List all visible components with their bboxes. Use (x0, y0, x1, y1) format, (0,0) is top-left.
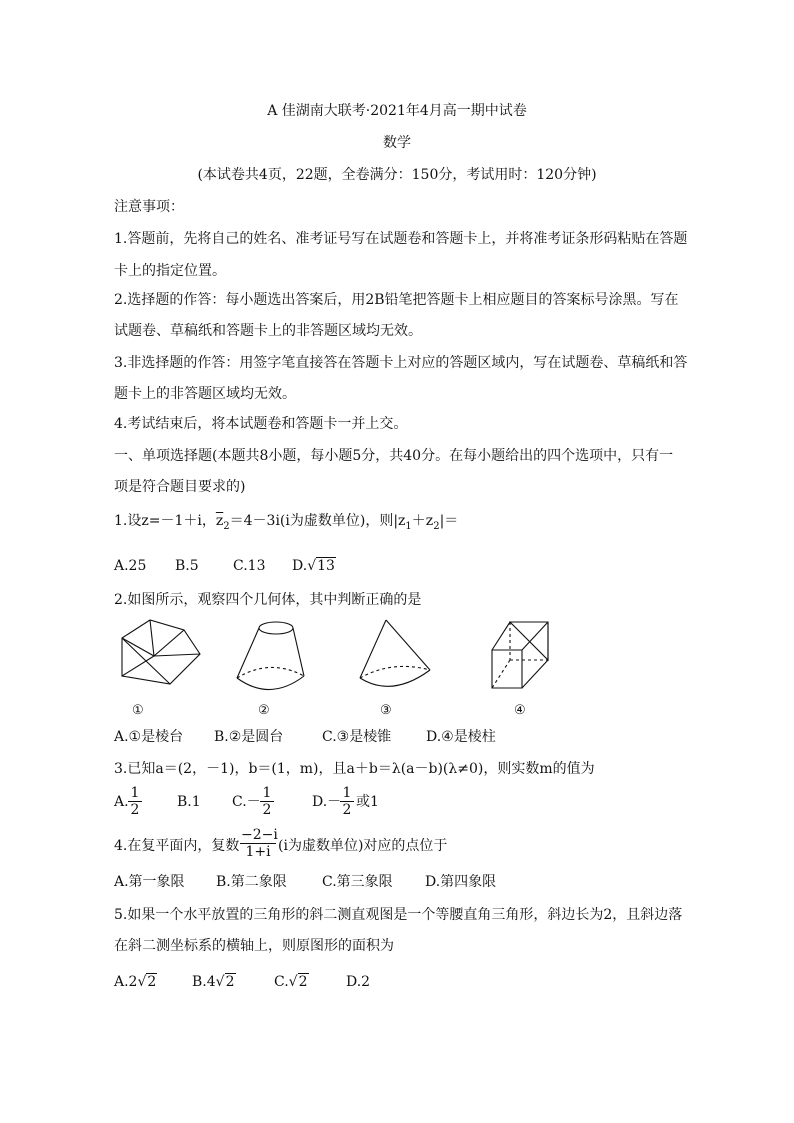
figure-1-label: ① (132, 703, 144, 718)
q5-option-b: B.4√2 (192, 974, 235, 990)
notes-heading: 注意事项： (114, 199, 184, 215)
figure-2-frustum (230, 616, 310, 696)
q3-option-d-tail: 或1 (356, 794, 379, 810)
section-1-line-1: 一、单项选择题(本题共8小题，每小题5分，共40分。在每小题给出的四个选项中，只有一 (114, 448, 674, 464)
q3-option-c-label: C.－ (232, 794, 261, 810)
q3-option-d-fraction: $\frac{1}{2}$ (340, 785, 354, 818)
q3-option-a-label: A. (114, 794, 129, 810)
q3-option-c-fraction: $\frac{1}{2}$ (260, 785, 274, 818)
exam-info: (本试卷共4页，22题，全卷满分：150分，考试用时：120分钟) (197, 167, 597, 183)
q3-option-b: B.1 (177, 794, 201, 810)
question-3-stem: 3.已知a＝(2，－1)，b＝(1，m)，且a＋b＝λ(a－b)(λ≠0)，则实数m的值为 (114, 761, 595, 777)
q4-option-a: A.第一象限 (114, 874, 185, 890)
note-2-line-2: 试题卷、草稿纸和答题卡上的非答题区域均无效。 (114, 323, 422, 339)
q1-option-b: B.5 (175, 558, 199, 574)
figure-3-label: ③ (380, 703, 392, 718)
q4-option-b: B.第二象限 (216, 874, 287, 890)
figure-3-cone (356, 616, 436, 696)
question-5-stem-line-1: 5.如果一个水平放置的三角形的斜二测直观图是一个等腰直角三角形，斜边长为2，且斜边落 (114, 907, 683, 923)
figure-4-label: ④ (514, 703, 526, 718)
question-2-stem: 2.如图所示，观察四个几何体，其中判断正确的是 (114, 592, 422, 608)
q5-option-c: C.√2 (274, 974, 308, 990)
note-4: 4.考试结束后，将本试题卷和答题卡一并上交。 (114, 416, 408, 432)
q3-option-d-label: D.－ (312, 794, 342, 810)
q3-option-a-fraction: $\frac{1}{2}$ (128, 785, 142, 818)
q5-option-d: D.2 (346, 974, 371, 990)
question-4-stem-end: (i为虚数单位)对应的点位于 (278, 838, 448, 854)
q4-option-c: C.第三象限 (322, 874, 393, 890)
q2-option-c: C.③是棱锥 (322, 729, 392, 745)
question-1-stem: 1.设z=－1＋i，$\overline{z}_2=4-3i(i$为虚数单位)，则$|z_1+z_2|=$ (114, 513, 459, 532)
figure-1-prism-frustum (112, 616, 202, 691)
q1-option-d: D.√13 (292, 558, 335, 574)
section-1-line-2: 项是符合题目要求的) (114, 479, 246, 495)
note-1-line-2: 卡上的指定位置。 (114, 263, 226, 279)
q1-option-c: C.13 (233, 558, 266, 574)
exam-title: A 佳湖南大联考·2021年4月高一期中试卷 (267, 103, 527, 119)
subject-title: 数学 (383, 135, 411, 151)
note-3-line-1: 3.非选择题的作答：用签字笔直接答在答题卡上对应的答题区域内，写在试题卷、草稿纸和答 (114, 355, 688, 371)
figure-4-prism (488, 616, 556, 694)
q5-option-a: A.2√2 (114, 974, 157, 990)
question-5-stem-line-2: 在斜二测坐标系的横轴上，则原图形的面积为 (114, 938, 394, 954)
note-1-line-1: 1.答题前，先将自己的姓名、准考证号写在试题卷和答题卡上，并将准考证条形码粘贴在答题 (114, 231, 688, 247)
q2-option-b: B.②是圆台 (214, 729, 284, 745)
q1-option-a: A.25 (114, 558, 147, 574)
q4-complex-fraction: $\frac{-2-i}{1+i}$ (241, 827, 278, 860)
figure-2-label: ② (258, 703, 270, 718)
note-2-line-1: 2.选择题的作答：每小题选出答案后，用2B铅笔把答题卡上相应题目的答案标号涂黑。写在 (114, 292, 679, 308)
q2-option-a: A.①是棱台 (114, 729, 184, 745)
question-4-stem-start: 4.在复平面内，复数 (114, 838, 240, 854)
note-3-line-2: 题卡上的非答题区域均无效。 (114, 386, 296, 402)
q4-option-d: D.第四象限 (425, 874, 497, 890)
q2-option-d: D.④是棱柱 (426, 729, 496, 745)
